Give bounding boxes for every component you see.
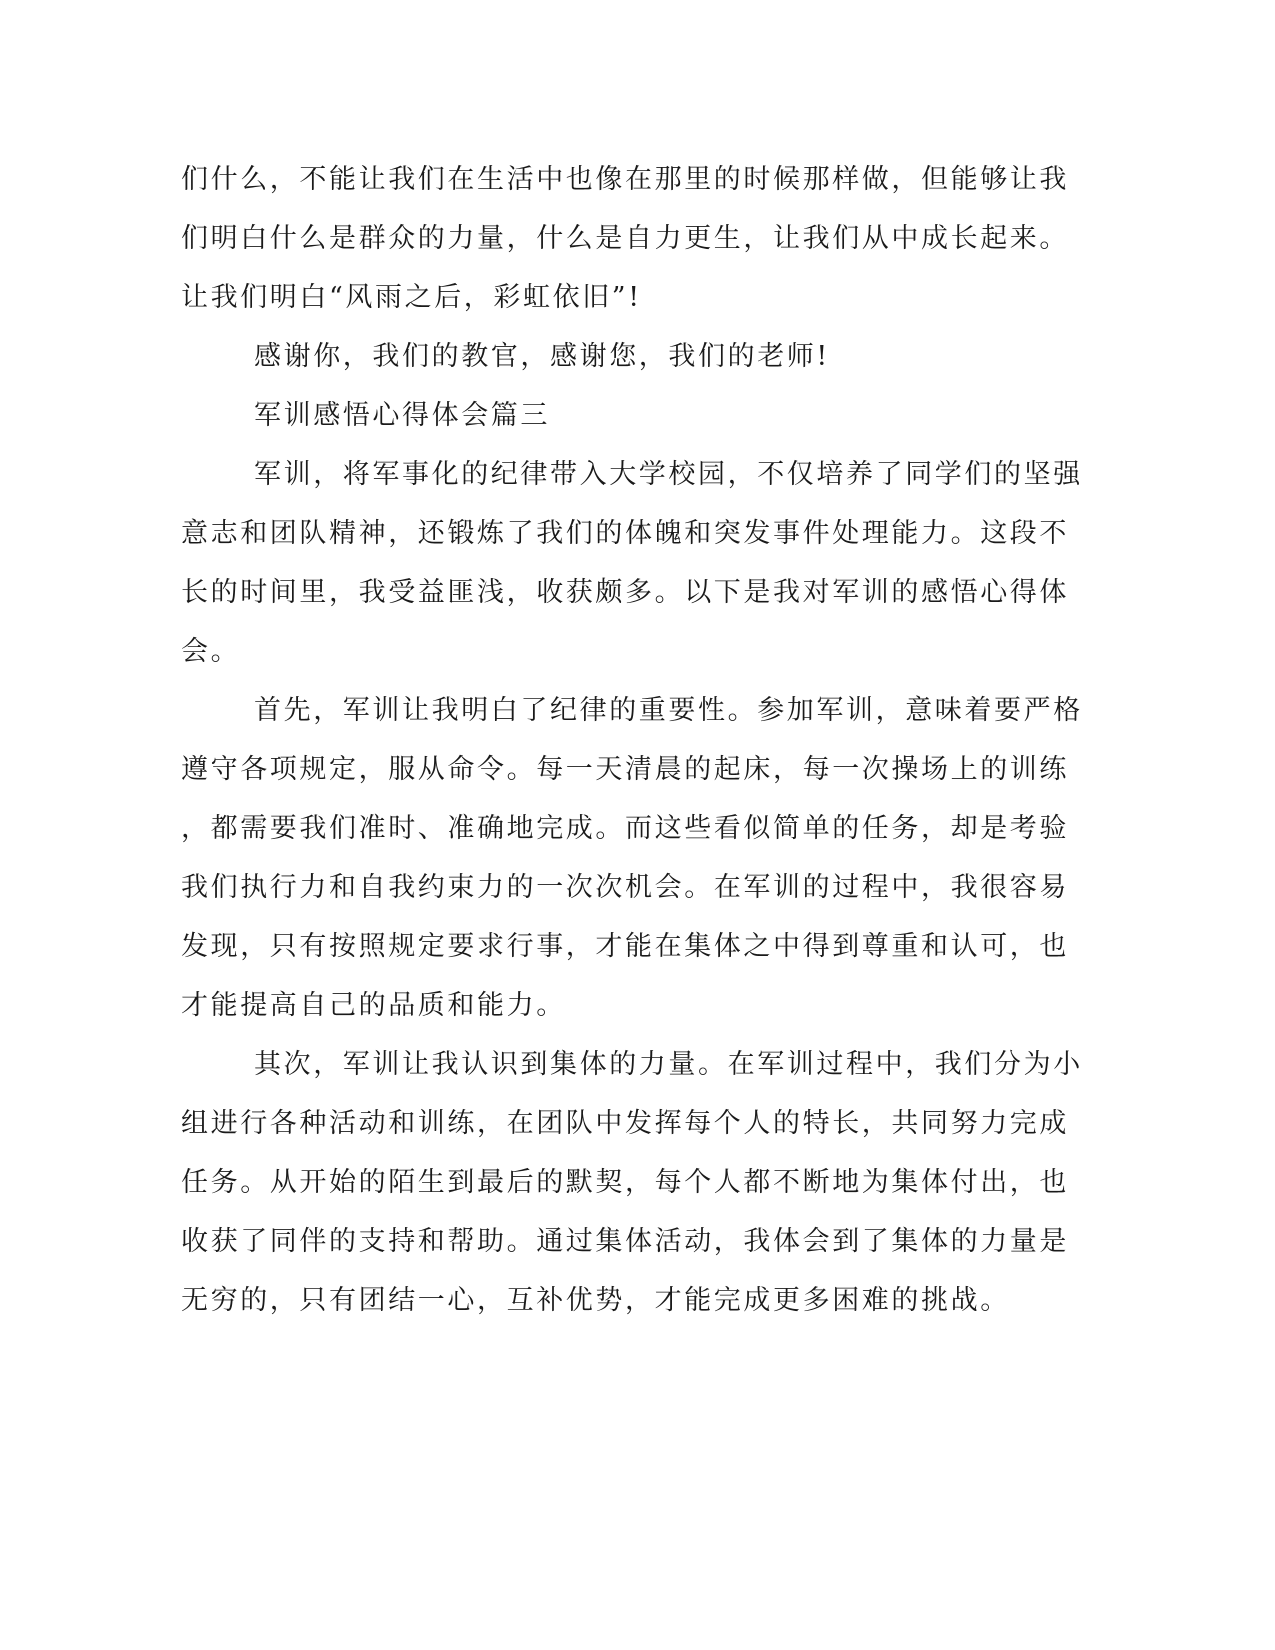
text-line-12: ，都需要我们准时、准确地完成。而这些看似简单的任务，却是考验 (181, 813, 1069, 844)
text-line-13: 我们执行力和自我约束力的一次次机会。在军训的过程中，我很容易 (181, 872, 1069, 903)
text-line-2: 们明白什么是群众的力量，什么是自力更生，让我们从中成长起来。 (181, 223, 1069, 254)
text-line-3: 让我们明白“风雨之后，彩虹依旧”! (181, 282, 642, 313)
text-line-18: 任务。从开始的陌生到最后的默契，每个人都不断地为集体付出，也 (181, 1167, 1069, 1198)
text-line-7: 意志和团队精神，还锻炼了我们的体魄和突发事件处理能力。这段不 (181, 518, 1069, 549)
text-line-20: 无穷的，只有团结一心，互补优势，才能完成更多困难的挑战。 (181, 1285, 1010, 1316)
text-line-19: 收获了同伴的支持和帮助。通过集体活动，我体会到了集体的力量是 (181, 1226, 1069, 1257)
text-line-10: 首先，军训让我明白了纪律的重要性。参加军训，意味着要严格 (254, 695, 1083, 726)
text-line-9: 会。 (181, 636, 241, 667)
text-line-8: 长的时间里，我受益匪浅，收获颇多。以下是我对军训的感悟心得体 (181, 577, 1069, 608)
text-line-15: 才能提高自己的品质和能力。 (181, 990, 566, 1021)
text-line-17: 组进行各种活动和训练，在团队中发挥每个人的特长，共同努力完成 (181, 1108, 1069, 1139)
text-line-4: 感谢你，我们的教官，感谢您，我们的老师! (254, 341, 830, 372)
section-heading: 军训感悟心得体会篇三 (254, 400, 550, 431)
text-line-11: 遵守各项规定，服从命令。每一天清晨的起床，每一次操场上的训练 (181, 754, 1069, 785)
text-line-14: 发现，只有按照规定要求行事，才能在集体之中得到尊重和认可，也 (181, 931, 1069, 962)
text-line-16: 其次，军训让我认识到集体的力量。在军训过程中，我们分为小 (254, 1049, 1083, 1080)
text-line-1: 们什么，不能让我们在生活中也像在那里的时候那样做，但能够让我 (181, 164, 1069, 195)
text-line-6: 军训，将军事化的纪律带入大学校园，不仅培养了同学们的坚强 (254, 459, 1083, 490)
